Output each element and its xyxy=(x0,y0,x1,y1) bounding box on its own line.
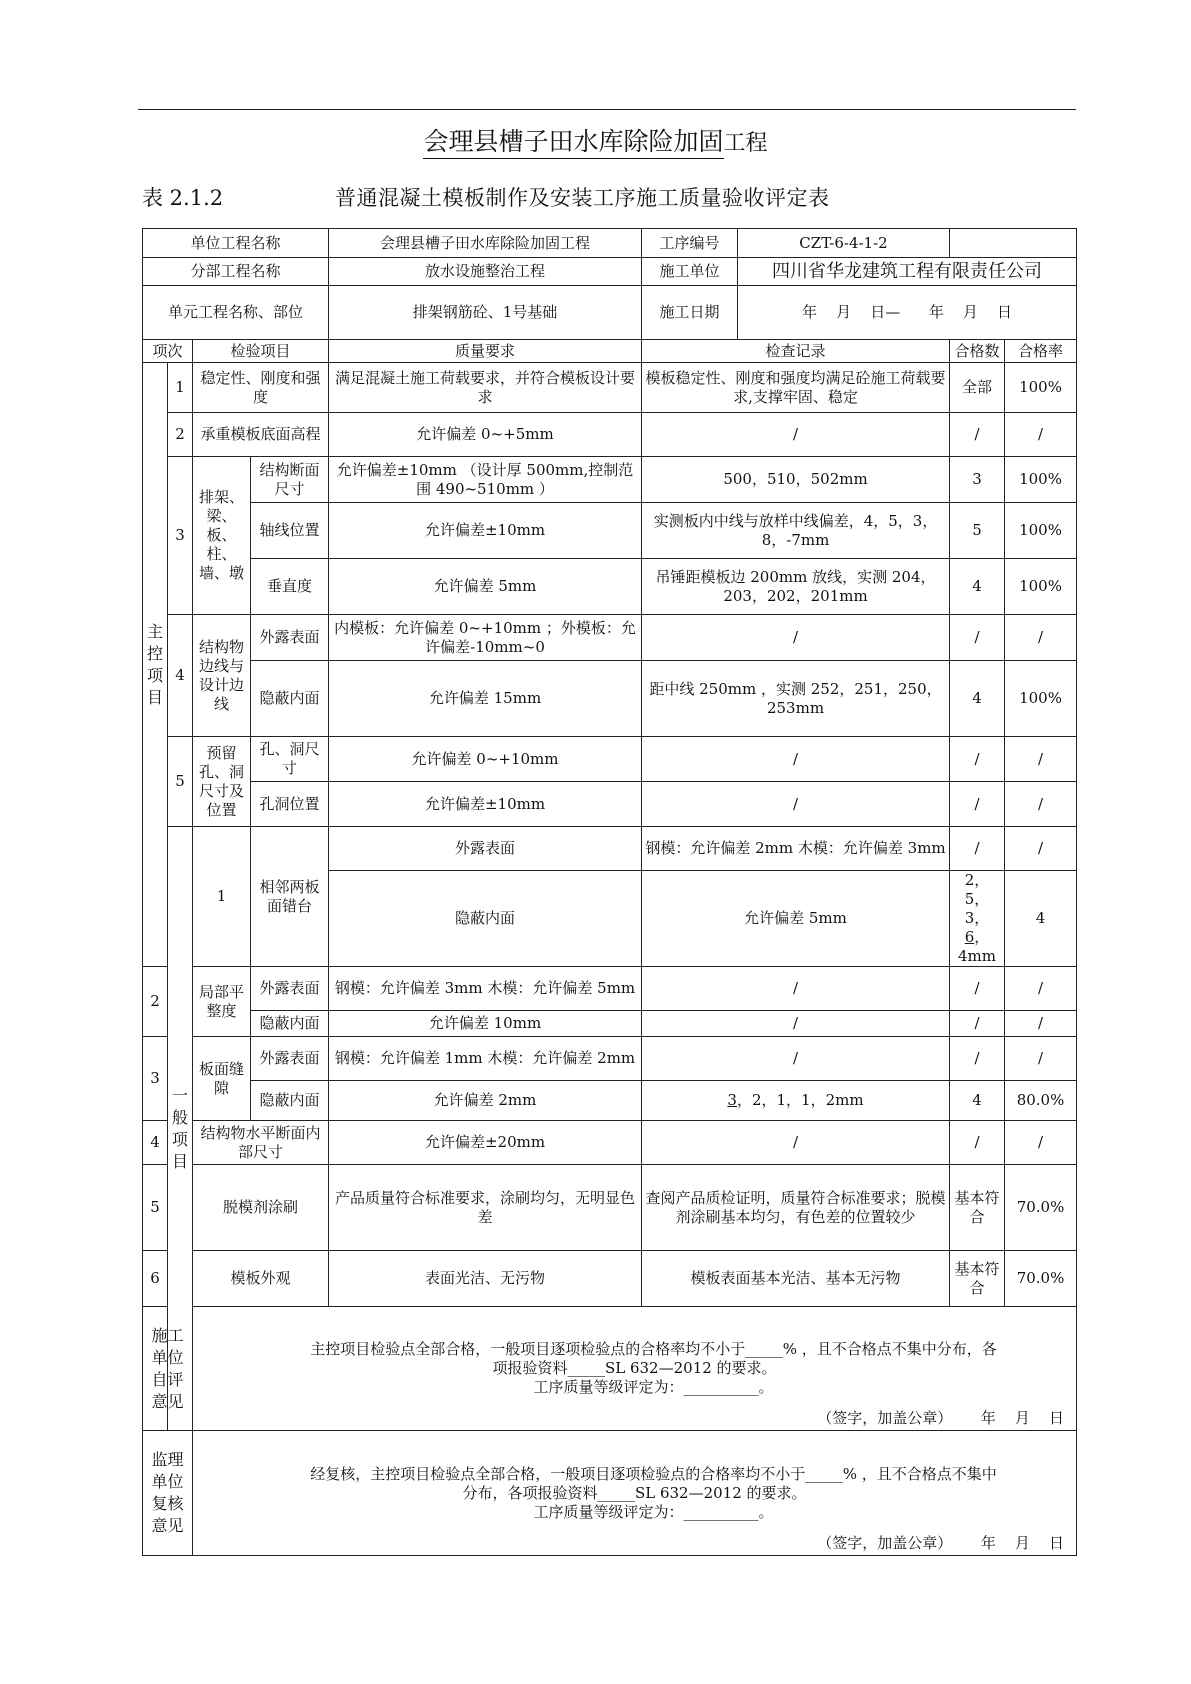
table-row xyxy=(143,737,1077,782)
table-row xyxy=(143,782,1077,827)
supervisor-opinion-row xyxy=(143,1431,1077,1556)
inspection-subitem: 隐蔽内面 xyxy=(251,1081,329,1121)
sub-project-label: 分部工程名称 xyxy=(143,258,329,286)
pass-rate: 100% xyxy=(1005,661,1077,737)
pass-count: 4 xyxy=(950,559,1005,615)
col-record: 检查记录 xyxy=(642,340,950,363)
check-record: / xyxy=(642,967,950,1011)
date-value: 年 月 日— 年 月 日 xyxy=(802,303,1012,321)
top-rule xyxy=(138,109,1076,110)
table-row xyxy=(143,827,1077,871)
table-row xyxy=(143,503,1077,559)
inspection-subitem: 孔洞位置 xyxy=(251,782,329,827)
project-name: 会理县槽子田水库除险加固 xyxy=(423,127,723,159)
inspection-item: 脱模剂涂刷 xyxy=(193,1165,329,1251)
header-row-element xyxy=(143,286,1077,340)
quality-req: 钢模：允许偏差 1mm 木模：允许偏差 2mm xyxy=(329,1037,642,1081)
quality-req: 允许偏差±10mm xyxy=(329,782,642,827)
table-row xyxy=(143,1165,1077,1251)
table-row xyxy=(143,1037,1077,1081)
quality-req: 钢模：允许偏差 3mm 木模：允许偏差 5mm xyxy=(329,967,642,1011)
opinion-line: 项报验资料_____SL 632—2012 的要求。 xyxy=(492,1359,777,1377)
pass-count: / xyxy=(950,782,1005,827)
opinion-line: 分布，各项报验资料_____SL 632—2012 的要求。 xyxy=(462,1483,807,1502)
contractor-opinion-text xyxy=(193,1307,1077,1431)
pass-rate: / xyxy=(1005,737,1077,782)
pass-rate: 70.0% xyxy=(1005,1251,1077,1307)
pass-count: 5 xyxy=(950,503,1005,559)
column-header-row xyxy=(143,340,1077,363)
signature-line: （签字，加盖公章） 年 月 日 xyxy=(817,1534,1065,1552)
inspection-item: 结构物水平断面内部尺寸 xyxy=(193,1121,329,1165)
opinion-line: 主控项目检验点全部合格，一般项目逐项检验点的合格率均不小于_____% ，且不合格点不集中分布，各 xyxy=(310,1340,997,1358)
evaluation-form-table xyxy=(142,228,1077,1556)
item-no: 3 xyxy=(143,1037,168,1121)
pass-count: 4 xyxy=(1005,871,1077,967)
inspection-subitem: 结构断面尺寸 xyxy=(251,457,329,503)
quality-req: 表面光洁、无污物 xyxy=(329,1251,642,1307)
form-title: 普通混凝土模板制作及安装工序施工质量验收评定表 xyxy=(335,186,830,210)
pass-rate: 100% xyxy=(1005,363,1077,413)
inspection-item: 稳定性、刚度和强度 xyxy=(193,363,329,413)
inspection-group: 结构物边线与设计边线 xyxy=(193,615,251,737)
opinion-line: 工序质量等级评定为：__________。 xyxy=(533,1502,774,1521)
inspection-subitem: 外露表面 xyxy=(251,1037,329,1081)
table-row xyxy=(143,1011,1077,1037)
check-record: / xyxy=(642,1121,950,1165)
quality-req: 允许偏差 5mm xyxy=(329,559,642,615)
quality-req: 允许偏差±10mm （设计厚 500mm,控制范围 490~510mm ） xyxy=(329,457,642,503)
item-no: 3 xyxy=(168,457,193,615)
item-no: 2 xyxy=(168,413,193,457)
pass-rate: / xyxy=(1005,615,1077,661)
table-number: 表 2.1.2 xyxy=(142,186,224,210)
table-row xyxy=(143,1121,1077,1165)
check-record: 模板稳定性、刚度和强度均满足砼施工荷载要求,支撑牢固、稳定 xyxy=(642,363,950,413)
item-no: 5 xyxy=(168,737,193,827)
date-group xyxy=(642,286,1077,340)
check-record: 3，2，1，1，2mm xyxy=(642,1081,950,1121)
col-pass-count: 合格数 xyxy=(950,340,1005,363)
header-row-sub-project xyxy=(143,258,1077,286)
quality-req: 满足混凝土施工荷载要求，并符合模板设计要求 xyxy=(329,363,642,413)
process-no-value-cont xyxy=(950,229,1077,258)
pass-rate: 100% xyxy=(1005,457,1077,503)
table-row xyxy=(143,1251,1077,1307)
item-no: 6 xyxy=(143,1251,168,1307)
check-record: / xyxy=(642,615,950,661)
table-row xyxy=(143,1081,1077,1121)
inspection-group: 板面缝隙 xyxy=(193,1037,251,1121)
check-record: 查阅产品质检证明，质量符合标准要求；脱模剂涂刷基本均匀，有色差的位置较少 xyxy=(642,1165,950,1251)
pass-rate: / xyxy=(1005,413,1077,457)
contractor-value: 四川省华龙建筑工程有限责任公司 xyxy=(772,261,1043,282)
contractor-group xyxy=(642,258,1077,286)
pass-count: / xyxy=(950,737,1005,782)
pass-count: / xyxy=(950,1121,1005,1165)
pass-rate: 70.0% xyxy=(1005,1165,1077,1251)
quality-req: 钢模：允许偏差 2mm 木模：允许偏差 3mm xyxy=(642,827,950,871)
pass-count: 4 xyxy=(950,1081,1005,1121)
inspection-item: 承重模板底面高程 xyxy=(193,413,329,457)
item-no: 5 xyxy=(143,1165,168,1251)
pass-rate: / xyxy=(1005,967,1077,1011)
check-record: / xyxy=(642,737,950,782)
quality-req: 允许偏差 5mm xyxy=(642,871,950,967)
quality-req: 允许偏差 0~+10mm xyxy=(329,737,642,782)
supervisor-opinion-text xyxy=(193,1431,1077,1556)
table-row xyxy=(143,363,1077,413)
check-record: 模板表面基本光洁、基本无污物 xyxy=(642,1251,950,1307)
element-label: 单元工程名称、部位 xyxy=(143,286,329,340)
pass-rate: / xyxy=(1005,1037,1077,1081)
opinion-line: 工序质量等级评定为：__________。 xyxy=(533,1378,774,1396)
pass-count: / xyxy=(950,967,1005,1011)
col-inspection-item: 检验项目 xyxy=(193,340,329,363)
check-record: / xyxy=(642,1011,950,1037)
quality-req: 内模板：允许偏差 0~+10mm ；外模板：允许偏差-10mm~0 xyxy=(329,615,642,661)
out-of-tolerance-value: 3 xyxy=(727,1091,737,1109)
inspection-subitem: 隐蔽内面 xyxy=(251,1011,329,1037)
pass-count: 3 xyxy=(950,457,1005,503)
out-of-tolerance-value: 6 xyxy=(964,928,975,946)
contractor-opinion-label: 施工 单位 自评 意见 xyxy=(143,1307,193,1431)
table-row xyxy=(143,661,1077,737)
inspection-group: 预留孔、洞尺寸及位置 xyxy=(193,737,251,827)
check-record: 实测板内中线与放样中线偏差，4，5，3，8，-7mm xyxy=(642,503,950,559)
table-row xyxy=(143,457,1077,503)
main-control-label: 主 控 项 目 xyxy=(143,363,168,967)
table-row xyxy=(143,559,1077,615)
check-record: 500，510，502mm xyxy=(642,457,950,503)
pass-count: 4 xyxy=(950,661,1005,737)
inspection-subitem: 外露表面 xyxy=(251,615,329,661)
item-no: 4 xyxy=(143,1121,168,1165)
supervisor-opinion-label: 监理 单位 复核 意见 xyxy=(143,1431,193,1556)
quality-req: 允许偏差 15mm xyxy=(329,661,642,737)
inspection-subitem: 隐蔽内面 xyxy=(251,661,329,737)
item-no: 4 xyxy=(168,615,193,737)
opinion-line: 经复核，主控项目检验点全部合格，一般项目逐项检验点的合格率均不小于_____% ，且不合格点不集中 xyxy=(310,1464,997,1483)
check-record: 2，5，3，6，4mm xyxy=(950,871,1005,967)
project-title-suffix: 工程 xyxy=(723,131,768,156)
inspection-group: 排架、梁、板、柱、墙、墩 xyxy=(193,457,251,615)
process-no-label: 工序编号 xyxy=(642,229,738,257)
project-title xyxy=(0,122,1191,158)
contractor-label: 施工单位 xyxy=(642,258,738,285)
inspection-group: 局部平整度 xyxy=(193,967,251,1037)
item-no: 1 xyxy=(168,363,193,413)
quality-req: 允许偏差±10mm xyxy=(329,503,642,559)
quality-req: 允许偏差 0~+5mm xyxy=(329,413,642,457)
inspection-subitem: 垂直度 xyxy=(251,559,329,615)
contractor-opinion-row xyxy=(143,1307,1077,1431)
pass-rate: / xyxy=(1005,1121,1077,1165)
general-label: 一 般 项 目 xyxy=(168,827,193,1431)
quality-req: 允许偏差 2mm xyxy=(329,1081,642,1121)
inspection-subitem: 孔、洞尺寸 xyxy=(251,737,329,782)
table-row xyxy=(143,413,1077,457)
table-row xyxy=(143,967,1077,1011)
inspection-subitem: 隐蔽内面 xyxy=(329,871,642,967)
unit-project-label: 单位工程名称 xyxy=(143,229,329,258)
item-no: 2 xyxy=(143,967,168,1037)
pass-count: 基本符合 xyxy=(950,1165,1005,1251)
check-record: / xyxy=(642,1037,950,1081)
unit-project-value: 会理县槽子田水库除险加固工程 xyxy=(329,229,642,258)
sub-project-value: 放水设施整治工程 xyxy=(329,258,642,286)
check-record: / xyxy=(642,413,950,457)
check-record: / xyxy=(950,827,1005,871)
header-row-unit-project xyxy=(143,229,1077,258)
check-record: / xyxy=(642,782,950,827)
col-item-no: 项次 xyxy=(143,340,193,363)
pass-count: / xyxy=(1005,827,1077,871)
col-pass-rate: 合格率 xyxy=(1005,340,1077,363)
pass-count: / xyxy=(950,1011,1005,1037)
pass-rate: 100% xyxy=(1005,559,1077,615)
inspection-item: 模板外观 xyxy=(193,1251,329,1307)
quality-req: 产品质量符合标准要求，涂刷均匀，无明显色差 xyxy=(329,1165,642,1251)
signature-line: （签字，加盖公章） 年 月 日 xyxy=(817,1409,1065,1427)
quality-req: 允许偏差±20mm xyxy=(329,1121,642,1165)
check-record: 吊锤距模板边 200mm 放线，实测 204，203，202，201mm xyxy=(642,559,950,615)
table-row xyxy=(143,615,1077,661)
col-quality-req: 质量要求 xyxy=(329,340,642,363)
item-no: 1 xyxy=(193,827,251,967)
process-no-group xyxy=(642,229,950,258)
quality-req: 允许偏差 10mm xyxy=(329,1011,642,1037)
inspection-subitem: 轴线位置 xyxy=(251,503,329,559)
inspection-subitem: 外露表面 xyxy=(329,827,642,871)
pass-count: 全部 xyxy=(950,363,1005,413)
pass-count: / xyxy=(950,1037,1005,1081)
pass-count: 基本符合 xyxy=(950,1251,1005,1307)
pass-count: / xyxy=(950,615,1005,661)
pass-rate: / xyxy=(1005,782,1077,827)
inspection-subitem: 外露表面 xyxy=(251,967,329,1011)
process-no-value: CZT-6-4-1-2 xyxy=(799,233,888,252)
pass-rate: / xyxy=(1005,1011,1077,1037)
pass-count: / xyxy=(950,413,1005,457)
inspection-group: 相邻两板面错台 xyxy=(251,827,329,967)
check-record: 距中线 250mm ，实测 252，251，250，253mm xyxy=(642,661,950,737)
date-label: 施工日期 xyxy=(642,286,738,339)
element-value: 排架钢筋砼、1号基础 xyxy=(329,286,642,340)
pass-rate: 100% xyxy=(1005,503,1077,559)
pass-rate: 80.0% xyxy=(1005,1081,1077,1121)
